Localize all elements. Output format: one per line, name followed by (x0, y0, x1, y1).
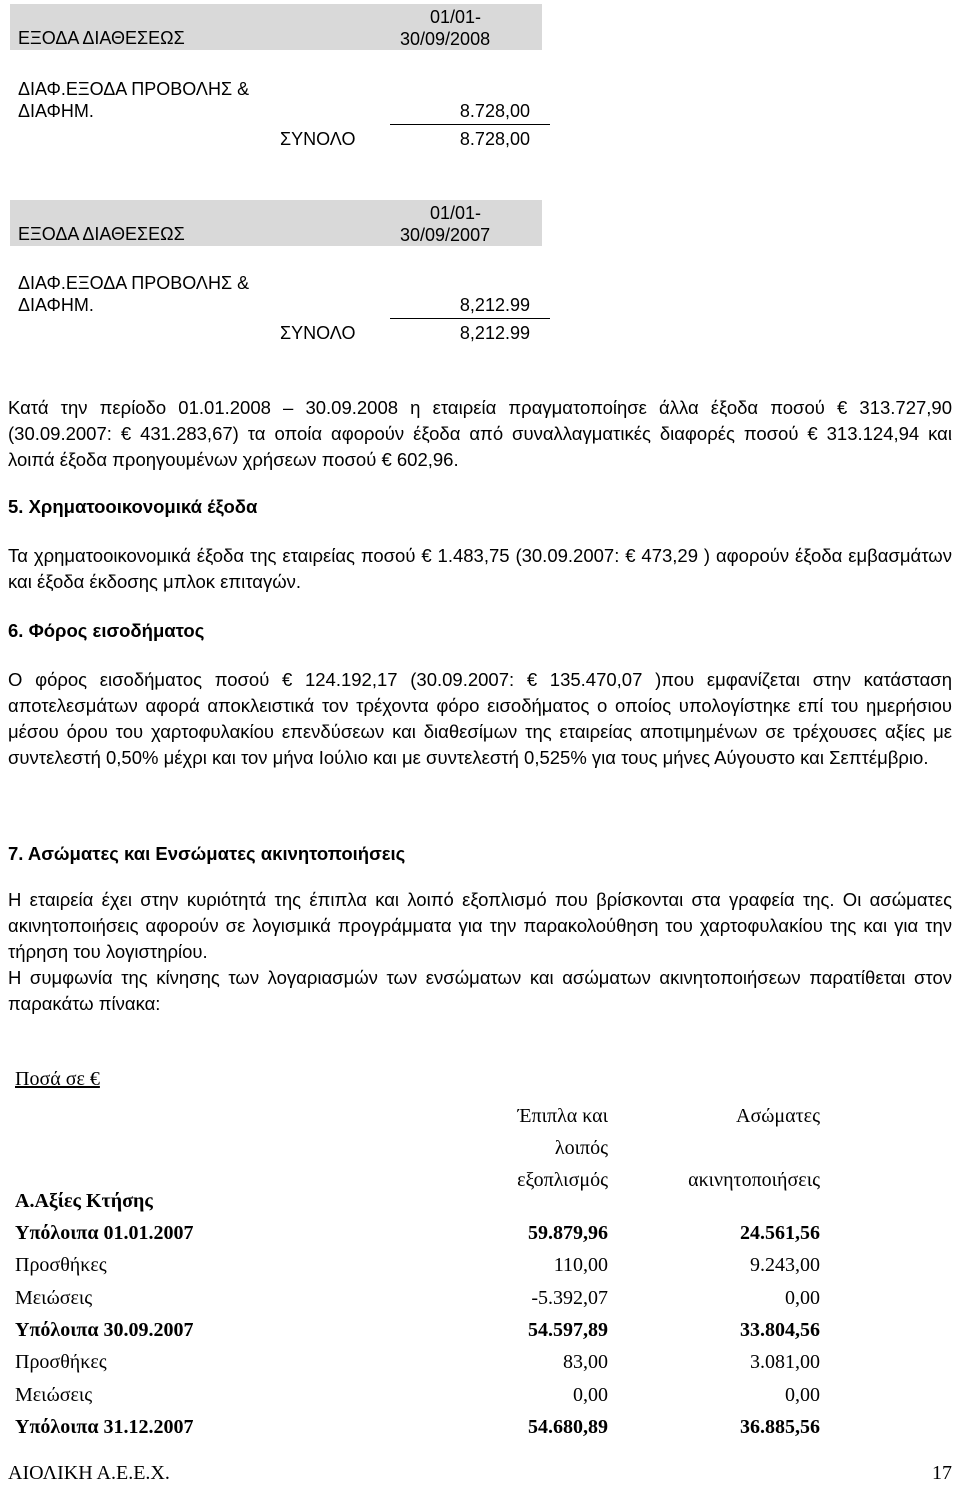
amounts-label: Ποσά σε € (15, 1068, 100, 1090)
header-label: ΕΞΟΔΑ ΔΙΑΘΕΣΕΩΣ (18, 28, 185, 48)
row-label: Υπόλοιπα 31.12.2007 (15, 1415, 194, 1438)
intangibles-value: 0,00 (785, 1286, 820, 1309)
total-label: ΣΥΝΟΛΟ (280, 129, 356, 149)
table-row (15, 1254, 820, 1286)
intangibles-value: 36.885,56 (740, 1415, 820, 1438)
row-label: Μειώσεις (15, 1383, 93, 1406)
row-label: Μειώσεις (15, 1286, 93, 1309)
section-7-text: Η εταιρεία έχει στην κυριότητά της έπιπλα και λοιπό εξοπλισμό που βρίσκονται στα γραφεία της. Οι ασώματες ακινητοποιήσεις αφορούν σε λογισμικά προγράμματα για την παρακολούθηση του χαρτοφυλακίου της και για την τήρηση του λογιστηρίου. Η συμφωνία της κίνησης των λογαριασμών των ενσώματων και ασώματων ακινητοποιήσεων παρατίθεται στον παρακάτω πίνακα: (8, 889, 952, 1014)
column-header-intangibles: Ασώματες ακινητοποιήσεις (688, 1105, 820, 1191)
row-value: 8,212.99 (459, 295, 530, 315)
row-label: Προσθήκες (15, 1351, 107, 1374)
row-label: ΔΙΑΦ.ΕΞΟΔΑ ΠΡΟΒΟΛΗΣ & ΔΙΑΦΗΜ. (18, 79, 250, 121)
header-period: 01/01- 30/09/2008 (400, 7, 491, 49)
table-row (15, 1416, 820, 1448)
furniture-value: 0,00 (573, 1383, 608, 1406)
section-5-text: Τα χρηματοοικονομικά έξοδα της εταιρείας ποσού € 1.483,75 (30.09.2007: € 473,29 ) αφορούν έξοδα εμβασμάτων και έξοδα έκδοσης μπλοκ επιταγών. (8, 545, 952, 592)
row-label: Προσθήκες (15, 1254, 107, 1277)
other-expenses-paragraph: Κατά την περίοδο 01.01.2008 – 30.09.2008 η εταιρεία πραγματοποίησε άλλα έξοδα ποσού € 313.727,90 (30.09.2007: € 431.283,67) τα οποία αφορούν έξοδα από συναλλαγματικές διαφορές ποσού € 313.124,94 και λοιπά έξοδα προηγουμένων χρήσεων ποσού € 602,96. (8, 397, 952, 470)
intangibles-value: 9.243,00 (750, 1254, 820, 1277)
table-row (15, 1384, 820, 1416)
furniture-value: 59.879,96 (528, 1222, 608, 1244)
furniture-value: 54.680,89 (528, 1415, 608, 1438)
table-row (15, 1351, 820, 1383)
table-row (15, 1287, 820, 1319)
total-label: ΣΥΝΟΛΟ (280, 323, 356, 343)
header-period: 01/01- 30/09/2007 (400, 203, 491, 245)
company-name: ΑΙΟΛΙΚΗ Α.Ε.Ε.Χ. (8, 1462, 170, 1484)
intangibles-value: 3.081,00 (750, 1351, 820, 1374)
section-5-heading: 5. Χρηματοοικονομικά έξοδα (8, 496, 258, 517)
intangibles-value: 0,00 (785, 1383, 820, 1406)
furniture-value: 54.597,89 (528, 1318, 608, 1341)
row-label: ΔΙΑΦ.ΕΞΟΔΑ ΠΡΟΒΟΛΗΣ & ΔΙΑΦΗΜ. (18, 273, 250, 315)
furniture-value: 110,00 (553, 1254, 608, 1277)
furniture-value: -5.392,07 (531, 1286, 608, 1309)
furniture-value: 83,00 (563, 1351, 608, 1374)
total-value: 8.728,00 (459, 129, 530, 149)
header-label: ΕΞΟΔΑ ΔΙΑΘΕΣΕΩΣ (18, 224, 185, 244)
total-value: 8,212.99 (459, 323, 530, 343)
divider (390, 318, 550, 319)
row-label: Υπόλοιπα 01.01.2007 (15, 1222, 194, 1244)
table-row (15, 1222, 820, 1254)
intangibles-value: 24.561,56 (740, 1222, 820, 1244)
table-row (15, 1319, 820, 1351)
section-label: Α.Αξίες Κτήσης (15, 1190, 153, 1212)
column-header-furniture: Έπιπλα και λοιπός εξοπλισμός (517, 1105, 608, 1191)
section-6-heading: 6. Φόρος εισοδήματος (8, 620, 205, 641)
section-6-text: Ο φόρος εισοδήματος ποσού € 124.192,17 (30.09.2007: € 135.470,07 )που εμφανίζεται στην κατάσταση αποτελεσμάτων αφορά αποκλειστικά τον τρέχοντα φόρο εισοδήματος ο οποίος υπολογίστηκε επί του ημερήσιου μέσου όρου του χαρτοφυλακίου επενδύσεων και διαθεσίμων της εταιρείας αποτιμημένων σε τρέχουσες αξίες με συντελεστή 0,50% μέχρι και τον μήνα Ιούλιο και με συντελεστή 0,525% για τους μήνες Αύγουστο και Σεπτέμβριο. (8, 669, 952, 768)
section-7-heading: 7. Ασώματες και Ενσώματες ακινητοποιήσεις (8, 843, 406, 864)
row-value: 8.728,00 (459, 101, 530, 121)
divider (390, 124, 550, 125)
page-number: 17 (932, 1462, 952, 1484)
intangibles-value: 33.804,56 (740, 1318, 820, 1341)
row-label: Υπόλοιπα 30.09.2007 (15, 1318, 194, 1341)
